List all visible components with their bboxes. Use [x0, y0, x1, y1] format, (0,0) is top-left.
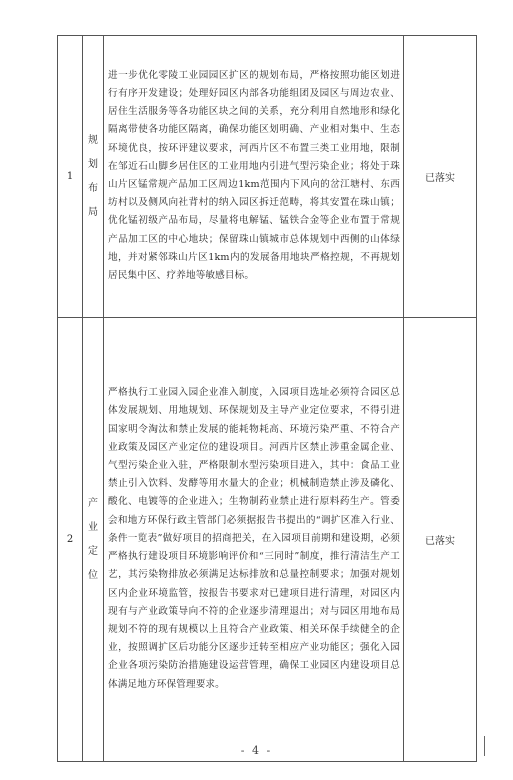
row-status: 已落实: [404, 318, 477, 762]
table-row: [58, 36, 477, 318]
scan-edge-line: [484, 736, 485, 756]
category-char: 位: [88, 569, 98, 581]
category-char: 布: [88, 182, 98, 194]
page-number: - 4 -: [240, 744, 273, 757]
row-content: 严格执行工业园入园企业准入制度，入园项目选址必须符合园区总体发展规划、用地规划、环保规划及主导产业定位要求，不得引进国家明令淘汰和禁止发展的能耗物耗高、环境污染严重、不符合产业政策及园区产业定位的建设项目。河西片区禁止涉重金属企业、气型污染企业入驻，严格限制水型污染项目进入，其中：食品工业禁止引入饮料、发酵等用水量大的企业；机械制造禁止涉及磷化、酸化、电镀等的企业进入；生物制药业禁止进行原料药生产。管委会和地方环保行政主管部门必须据报告书提出的“调扩区准入行业、条件一览表”做好项目的招商把关，在入园项目前期和建设期，必须严格执行建设项目环境影响评价和“三同时”制度，推行清洁生产工艺，其污染物排放必须满足达标排放和总量控制要求；加强对规划区内企业环境监管，按报告书要求对已建项目进行清理，对园区内现有与产业政策导向不符的企业逐步清理退出；对与园区用地布局规划不符的现有规模以上且符合产业政策、相关环保手续健全的企业，按照调扩区后功能分区逐步迁转至相应产业功能区；强化入园企业各项污染防治措施建设运营管理，确保工业园区内建设项目总体满足地方环保管理要求。: [104, 318, 404, 762]
category-char: 局: [88, 206, 98, 218]
measures-table: [57, 35, 477, 762]
category-char: 划: [88, 158, 98, 170]
category-char: 业: [88, 521, 98, 533]
category-char: 规: [88, 134, 98, 146]
table-row: [58, 318, 477, 762]
row-number: 1: [58, 36, 83, 318]
row-category: [83, 318, 104, 762]
category-char: 定: [88, 545, 98, 557]
category-char: 产: [88, 497, 98, 509]
row-status: 已落实: [404, 36, 477, 318]
row-content: 进一步优化零陵工业园园区扩区的规划布局，严格按照功能区划进行有序开发建设；处理好园区内部各功能组团及园区与周边农业、居住生活服务等各功能区块之间的关系，充分利用自然地形和绿化隔离带使各功能区隔离，确保功能区划明确、产业相对集中、生态环境优良，按环评建议要求，河西片区不布置三类工业用地，限制在邹近石山脚乡居住区的工业用地内引进气型污染企业；将处于珠山片区锰常规产品加工区周边1km范围内下风向的岔江塘村、东西坊村以及侧风向社背村的纳入园区拆迁范畴，将其安置在珠山镇；优化锰初级产品布局，尽量将电解锰、锰铁合金等企业布置于常规产品加工区的中心地块；保留珠山镇城市总体规划中西侧的山体绿地，并对紧邻珠山片区1km内的发展备用地块严格控规，不再规划居民集中区、疗养地等敏感目标。: [104, 36, 404, 318]
row-category: [83, 36, 104, 318]
row-number: 2: [58, 318, 83, 762]
